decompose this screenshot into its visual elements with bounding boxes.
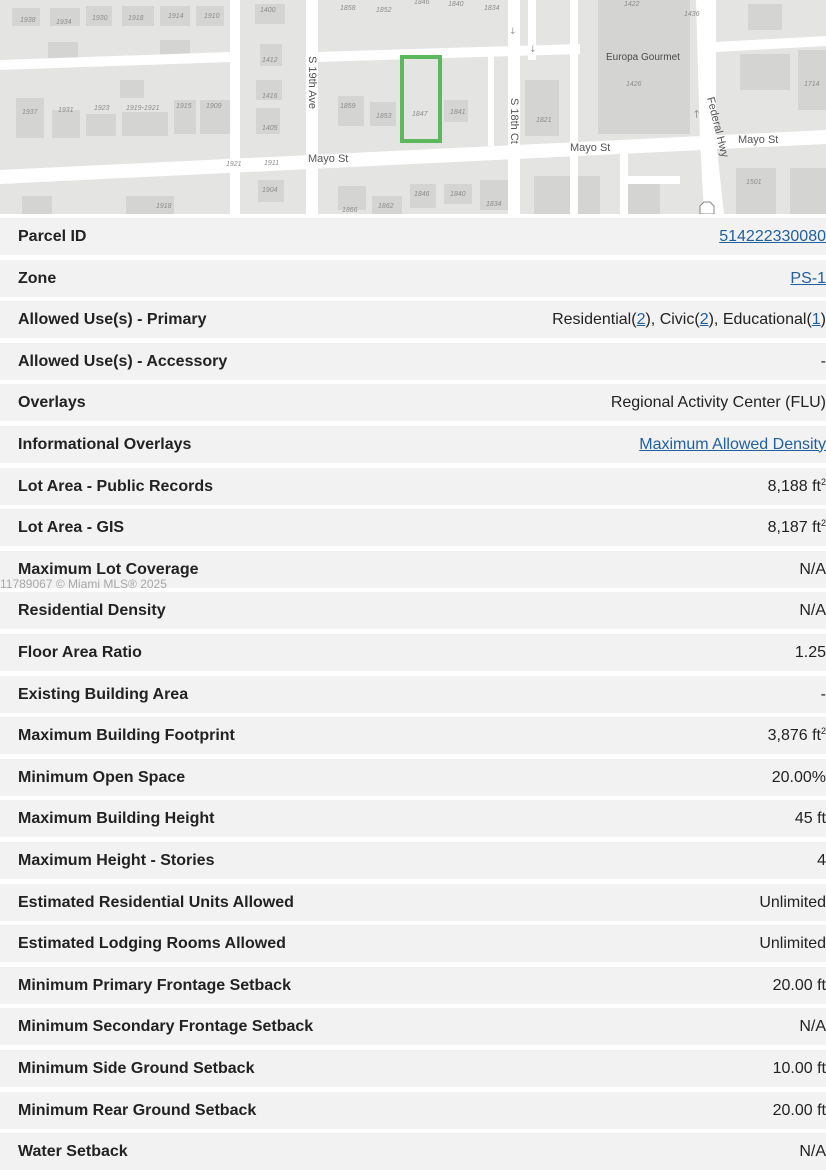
building-number: 1846: [414, 0, 430, 6]
table-row: [0, 676, 826, 713]
building-number: 1862: [378, 203, 394, 210]
row-label: Lot Area - Public Records: [18, 477, 213, 495]
building-number: 1840: [448, 1, 464, 8]
row-label: Allowed Use(s) - Accessory: [18, 352, 228, 370]
street-label-mayo-st-right: Mayo St: [738, 134, 779, 146]
row-label: Minimum Secondary Frontage Setback: [18, 1017, 314, 1035]
building-number: 1821: [536, 117, 552, 124]
parcel-map[interactable]: [0, 0, 826, 214]
row-value: [795, 644, 826, 662]
building-number: 1834: [486, 201, 502, 208]
street-label-mayo-st-mid: Mayo St: [570, 142, 611, 154]
table-row: [0, 967, 826, 1004]
value-text: N/A: [799, 601, 826, 619]
use-count-link[interactable]: 1: [811, 310, 821, 328]
row-label: Maximum Building Height: [18, 809, 215, 827]
value-text: 20.00 ft: [772, 1101, 826, 1119]
table-row: [0, 842, 826, 879]
row-value: [821, 686, 826, 704]
row-value: [639, 436, 826, 454]
value-text: N/A: [799, 1017, 826, 1035]
table-row: [0, 1133, 826, 1170]
use-name: Residential: [552, 310, 632, 328]
use-name: Educational: [722, 310, 807, 328]
row-label: Allowed Use(s) - Primary: [18, 310, 207, 328]
value-text: 20.00%: [771, 768, 826, 786]
row-value-link[interactable]: PS-1: [790, 269, 826, 287]
row-label: Minimum Rear Ground Setback: [18, 1101, 257, 1119]
row-label: Zone: [18, 269, 57, 287]
building-number: 1853: [376, 113, 392, 120]
street-label-federal-hwy: Federal Hwy: [704, 95, 731, 159]
building-number: 1412: [262, 57, 278, 64]
table-row: [0, 925, 826, 962]
table-row: [0, 592, 826, 629]
building-number: 1931: [58, 107, 74, 114]
value-text: Regional Activity Center (FLU): [610, 393, 826, 411]
row-label: Maximum Building Footprint: [18, 726, 235, 744]
building-number: 1847: [412, 111, 428, 118]
building-number: 1904: [262, 187, 278, 194]
row-value: [773, 1060, 826, 1078]
building-number: 1938: [20, 17, 36, 24]
row-label: Existing Building Area: [18, 685, 189, 703]
unit-superscript: 2: [820, 517, 826, 528]
row-label: Estimated Residential Units Allowed: [18, 893, 294, 911]
row-value: [611, 394, 826, 412]
row-value: [799, 561, 826, 579]
table-row: [0, 759, 826, 796]
row-value: [759, 935, 826, 953]
building-number: 1841: [450, 109, 466, 116]
row-label: Residential Density: [18, 601, 166, 619]
table-row: [0, 1050, 826, 1087]
street-label-s-19th-ave: S 19th Ave: [306, 56, 318, 110]
unit-superscript: 2: [820, 725, 826, 736]
row-value: [719, 228, 826, 246]
building-number: 1918: [156, 203, 172, 210]
row-label: Lot Area - GIS: [18, 518, 125, 536]
building-number: 1405: [262, 125, 278, 132]
building-number: 1911: [264, 160, 280, 167]
table-row: [0, 717, 826, 754]
building-number: 1919-1921: [126, 105, 160, 112]
value-text: 10.00 ft: [772, 1059, 826, 1077]
building-number: 1921: [226, 161, 242, 168]
building-number: 1852: [376, 7, 392, 14]
row-value: [772, 769, 826, 787]
table-row: [0, 301, 826, 338]
row-value: [821, 353, 826, 371]
row-value: [768, 519, 826, 537]
value-text: 4: [817, 851, 826, 869]
row-label: Maximum Lot Coverage: [18, 560, 199, 578]
table-row: [0, 218, 826, 255]
building-number: 1930: [92, 15, 108, 22]
building-number: 1866: [342, 207, 358, 214]
building-number: 1923: [94, 105, 110, 112]
map-canvas: [0, 0, 826, 214]
value-text: 20.00 ft: [772, 976, 826, 994]
street-label-mayo-st-left: Mayo St: [308, 153, 349, 165]
one-way-arrow-icon: ↓: [509, 27, 517, 37]
table-row: [0, 800, 826, 837]
value-text: Unlimited: [759, 934, 826, 952]
value-text: 45 ft: [794, 809, 826, 827]
building-number: 1934: [56, 19, 72, 26]
one-way-arrow-icon: ↑: [692, 108, 702, 121]
row-value: Residential(2), Civic(2), Educational(1): [552, 310, 826, 328]
row-label: Floor Area Ratio: [18, 643, 142, 661]
us-highway-shield-icon: [700, 202, 714, 214]
table-row: [0, 260, 826, 297]
building-number: 1914: [168, 13, 184, 20]
table-row: [0, 426, 826, 463]
use-name: Civic: [659, 310, 695, 328]
building-number: 1840: [450, 191, 466, 198]
value-text: 3,876 ft: [767, 726, 821, 744]
row-value: [799, 1018, 826, 1036]
value-text: -: [820, 352, 826, 370]
table-row: [0, 1008, 826, 1045]
row-label: Minimum Open Space: [18, 768, 186, 786]
table-row: [0, 1092, 826, 1129]
building-number: 1846: [414, 191, 430, 198]
one-way-arrow-icon: ↓: [529, 45, 537, 55]
row-value: [799, 1143, 826, 1161]
row-value: [799, 602, 826, 620]
use-count-link[interactable]: 2: [636, 310, 646, 328]
value-text: -: [820, 685, 826, 703]
row-value: [759, 894, 826, 912]
row-value: [768, 727, 826, 745]
building-number: 1400: [260, 7, 276, 14]
value-text: Unlimited: [759, 893, 826, 911]
building-number: 1416: [262, 93, 278, 100]
row-value: [768, 478, 826, 496]
row-label: Overlays: [18, 393, 86, 411]
building-number: 1915: [176, 103, 192, 110]
building-number: 1436: [684, 11, 700, 18]
row-label: Informational Overlays: [18, 435, 192, 453]
table-row: [0, 509, 826, 546]
row-label: Parcel ID: [18, 227, 87, 245]
value-text: N/A: [799, 560, 826, 578]
table-row: [0, 634, 826, 671]
building-number: 1858: [340, 5, 356, 12]
building-number: 1918: [128, 15, 144, 22]
poi-label-europa-gourmet: Europa Gourmet: [606, 52, 680, 63]
value-text: 8,187 ft: [767, 518, 821, 536]
table-row: [0, 343, 826, 380]
row-value: [773, 1102, 826, 1120]
building-number: 1714: [804, 81, 820, 88]
row-label: Minimum Primary Frontage Setback: [18, 976, 291, 994]
building-number: 1910: [204, 13, 220, 20]
mls-watermark: 11789067 © Miami MLS® 2025: [0, 577, 167, 591]
building-number: 1426: [626, 81, 642, 88]
value-text: 1.25: [794, 643, 826, 661]
street-label-s-18th-ct: S 18th Ct: [508, 98, 520, 144]
row-value: [790, 270, 826, 288]
row-label: Maximum Height - Stories: [18, 851, 215, 869]
table-row: [0, 884, 826, 921]
unit-superscript: 2: [820, 476, 826, 487]
building-number: 1859: [340, 103, 356, 110]
value-text: N/A: [799, 1142, 826, 1160]
building-number: 1937: [22, 109, 38, 116]
building-number: 1422: [624, 1, 640, 8]
row-label: Water Setback: [18, 1142, 128, 1160]
row-label: Estimated Lodging Rooms Allowed: [18, 934, 286, 952]
row-value-link[interactable]: 514222330080: [719, 227, 826, 245]
row-value: [773, 977, 826, 995]
row-label: Minimum Side Ground Setback: [18, 1059, 255, 1077]
row-value: [795, 810, 826, 828]
row-value: [817, 852, 826, 870]
building-number: 1909: [206, 103, 222, 110]
value-text: 8,188 ft: [767, 477, 821, 495]
row-value-link[interactable]: Maximum Allowed Density: [639, 435, 826, 453]
building-number: 1834: [484, 5, 500, 12]
building-number: 1501: [746, 179, 762, 186]
table-row: [0, 384, 826, 421]
use-count-link[interactable]: 2: [699, 310, 709, 328]
table-row: [0, 468, 826, 505]
